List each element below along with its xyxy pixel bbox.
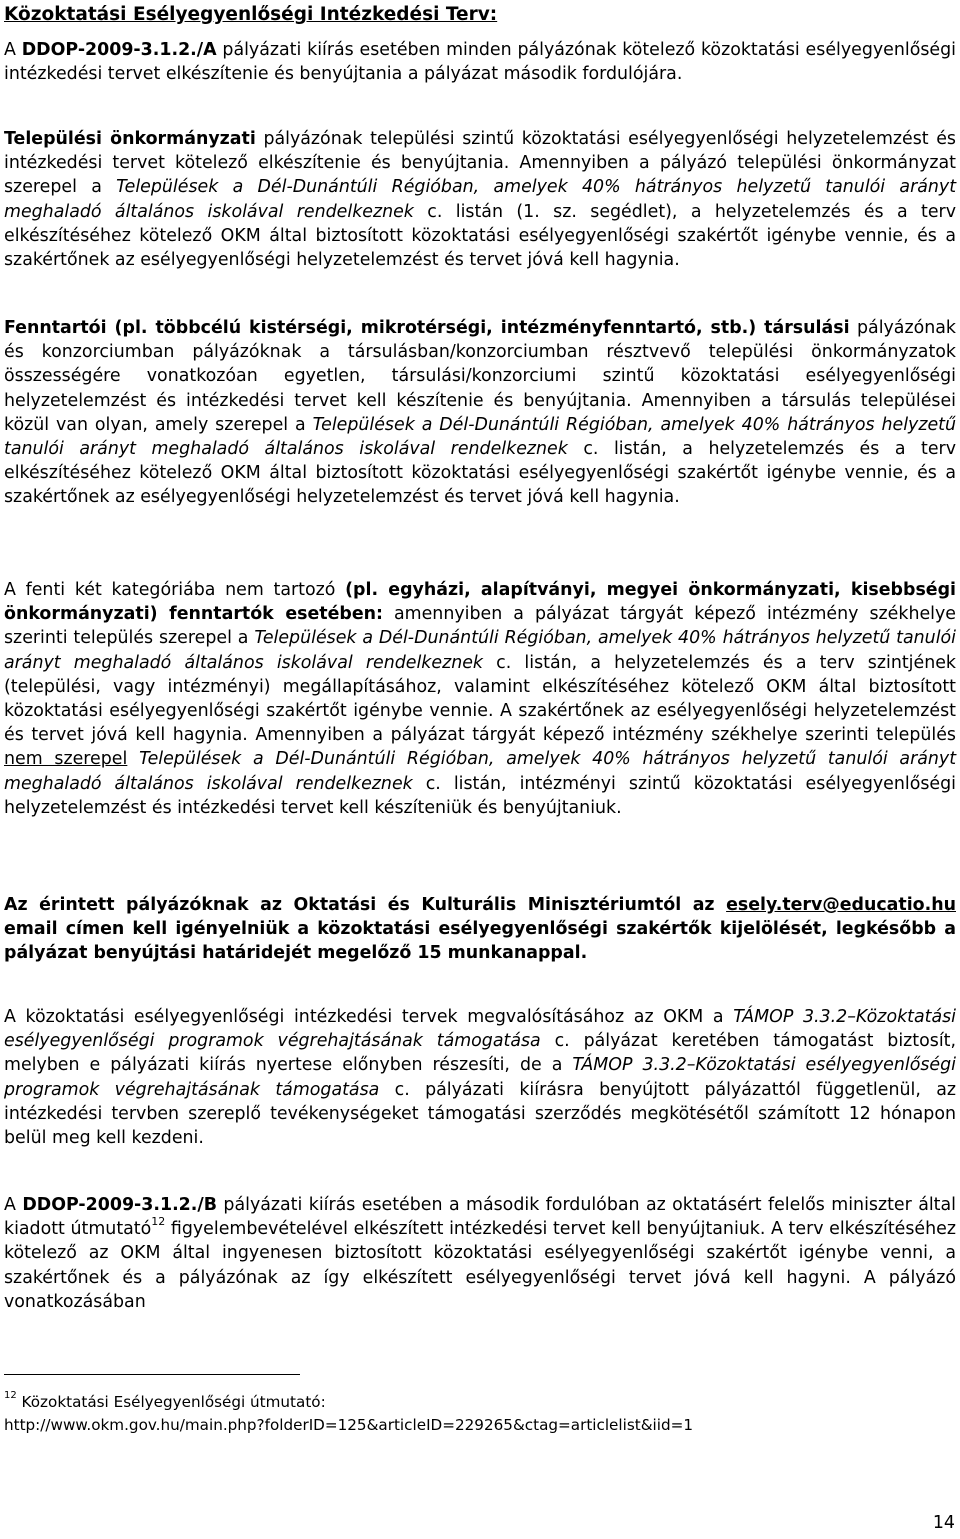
text: pályázónak és konzorciumban pályázóknak a társulásban/konzorciumban résztvevő települési önkormányzatok összességére vonatkozóan egyetlen, társulási/konzorciumi szintű közoktatási esélyegyenlőségi helyzetelemzést és intézkedési tervet kell készítenie és benyújtania. Amennyiben a társulás települései közül van olyan, amely szerepel a <box>4 318 956 435</box>
text: A közoktatási esélyegyenlőségi intézkedési tervek megvalósításához az OKM a <box>4 1007 734 1027</box>
paragraph-tamop <box>4 1005 956 1150</box>
italic-list-name: Települések a Dél-Dunántúli Régióban, amelyek 40% hátrányos helyzetű tanulói arányt meghaladó általános iskolával rendelkeznek <box>4 177 957 222</box>
paragraph-other-maintainers <box>4 578 956 820</box>
bold-lead: Települési önkormányzati <box>4 129 256 149</box>
email-link[interactable]: esely.terv@educatio.hu <box>726 895 956 915</box>
italic-list-name: Települések a Dél-Dunántúli Régióban, amelyek 40% hátrányos helyzetű tanulói arányt meghaladó általános iskolával rendelkeznek <box>4 628 956 673</box>
italic-program-name: TÁMOP 3.3.2–Közoktatási esélyegyenlőségi programok végrehajtásának támogatása <box>4 1055 956 1100</box>
footnote <box>4 1391 956 1437</box>
call-code: DDOP-2009-3.1.2./A <box>21 40 217 60</box>
text: c. listán (1. sz. segédlet), a helyzetelemzés és a terv elkészítéséhez kötelező OKM által biztosított közoktatási esélyegyenlőségi szakértőt igénybe vennie, és a szakértőnek az esélyegyenlőségi helyzetelemzést és tervet jóvá kell hagynia. <box>4 201 956 271</box>
text: c. listán, intézményi szintű közoktatási esélyegyenlőségi helyzetelemzést és intézkedési tervet kell készíteniük és benyújtaniuk. <box>4 773 956 818</box>
footnote-separator <box>4 1374 300 1375</box>
paragraph-expert-request <box>4 893 956 966</box>
text: c. pályázat keretében támogatást biztosít, melyben e pályázati kiírás nyertese előnyben részesíti, de a <box>4 1031 956 1076</box>
footnote-label: Közoktatási Esélyegyenlőségi útmutató: <box>16 1393 326 1411</box>
text: pályázónak települési szintű közoktatási esélyegyenlőségi helyzetelemzést és intézkedési tervet kötelező elkészítenie és benyújtania. Amennyiben a pályázó települési önkormányzat szerepel a <box>4 129 956 198</box>
text: pályázati kiírás esetében a második fordulóban az oktatásért felelős miniszter által kiadott útmutató <box>4 1195 956 1240</box>
page-number: 14 <box>932 1513 955 1533</box>
call-code: DDOP-2009-3.1.2./B <box>22 1195 217 1215</box>
section-title: Közoktatási Esélyegyenlőségi Intézkedési Terv: <box>4 4 498 25</box>
footnote-reference[interactable]: 12 <box>151 1215 166 1229</box>
italic-list-name: Települések a Dél-Dunántúli Régióban, amelyek 40% hátrányos helyzetű tanulói arányt meghaladó általános iskolával rendelkeznek <box>4 749 957 794</box>
text: Az érintett pályázóknak az Oktatási és Kulturális Minisztériumtól az <box>4 895 727 915</box>
underlined-phrase: nem szerepel <box>4 749 128 770</box>
italic-list-name: Települések a Dél-Dunántúli Régióban, amelyek 40% hátrányos helyzetű tanulói arányt meghaladó általános iskolával rendelkeznek <box>4 414 957 460</box>
text <box>127 749 139 769</box>
footnote-number: 12 <box>4 1389 17 1401</box>
text: c. pályázati kiírásra benyújtott pályázattól függetlenül, az intézkedési tervben szereplő tevékenységeket támogatási szerződés megkötésétől számított 12 hónapon belül meg kell kezdeni. <box>4 1079 956 1149</box>
footnote-url[interactable]: http://www.okm.gov.hu/main.php?folderID=125&articleID=229265&ctag=articlelist&iid=1 <box>4 1416 694 1434</box>
bold-lead: Fenntartói (pl. többcélú kistérségi, mikrotérségi, intézményfenntartó, stb.) társulási <box>4 318 850 338</box>
text: email címen kell igényelniük a közoktatási esélyegyenlőségi szakértők kijelölését, legkésőbb a pályázat benyújtási határidejét megelőző 15 munkanappal. <box>4 919 956 964</box>
text: figyelembevételével elkészített intézkedési tervet kell benyújtaniuk. A terv elkészítéséhez kötelező az OKM által ingyenesen biztosított közoktatási esélyegyenlőségi szakértőt igénybe venni, a szakértőnek és a pályázónak az így elkészített esélyegyenlőségi tervet jóvá kell hagyni. A pályázó vonatkozásában <box>4 1219 956 1312</box>
text: A <box>4 1195 23 1215</box>
text: c. listán, a helyzetelemzés és a terv szintjének (települési, vagy intézményi) megállapításához, valamint elkészítéséhez kötelező OKM által biztosított közoktatási esélyegyenlőségi szakértőt igénybe vennie. A szakértőnek az esélyegyenlőségi helyzetelemzést és tervet jóvá kell hagynia. Amennyiben a pályázat tárgyát képező intézmény székhelye szerinti település <box>4 652 956 746</box>
bold-phrase: (pl. egyházi, alapítványi, megyei önkormányzati, kisebbségi önkormányzati) fenntartók esetében: <box>4 580 956 625</box>
paragraph-ddop-b <box>4 1193 956 1314</box>
paragraph-association <box>4 316 956 510</box>
italic-program-name: TÁMOP 3.3.2–Közoktatási esélyegyenlőségi programok végrehajtásának támogatása <box>4 1007 956 1052</box>
text: A fenti két kategóriába nem tartozó <box>4 580 346 600</box>
paragraph-municipal <box>4 127 956 272</box>
text: pályázati kiírás esetében minden pályázónak kötelező közoktatási esélyegyenlőségi intézkedési tervet elkészítenie és benyújtania a pályázat második fordulójára. <box>4 40 956 85</box>
text: A <box>4 40 22 60</box>
text: c. listán, a helyzetelemzés és a terv elkészítéséhez kötelező OKM által biztosított közoktatási esélyegyenlőségi szakértőt igénybe vennie, és a szakértőnek az esélyegyenlőségi helyzetelemzést és tervet jóvá kell hagynia. <box>4 439 956 508</box>
text: amennyiben a pályázat tárgyát képező intézmény székhelye szerinti település szerepel a <box>4 604 956 649</box>
paragraph-ddop-a <box>4 38 956 86</box>
